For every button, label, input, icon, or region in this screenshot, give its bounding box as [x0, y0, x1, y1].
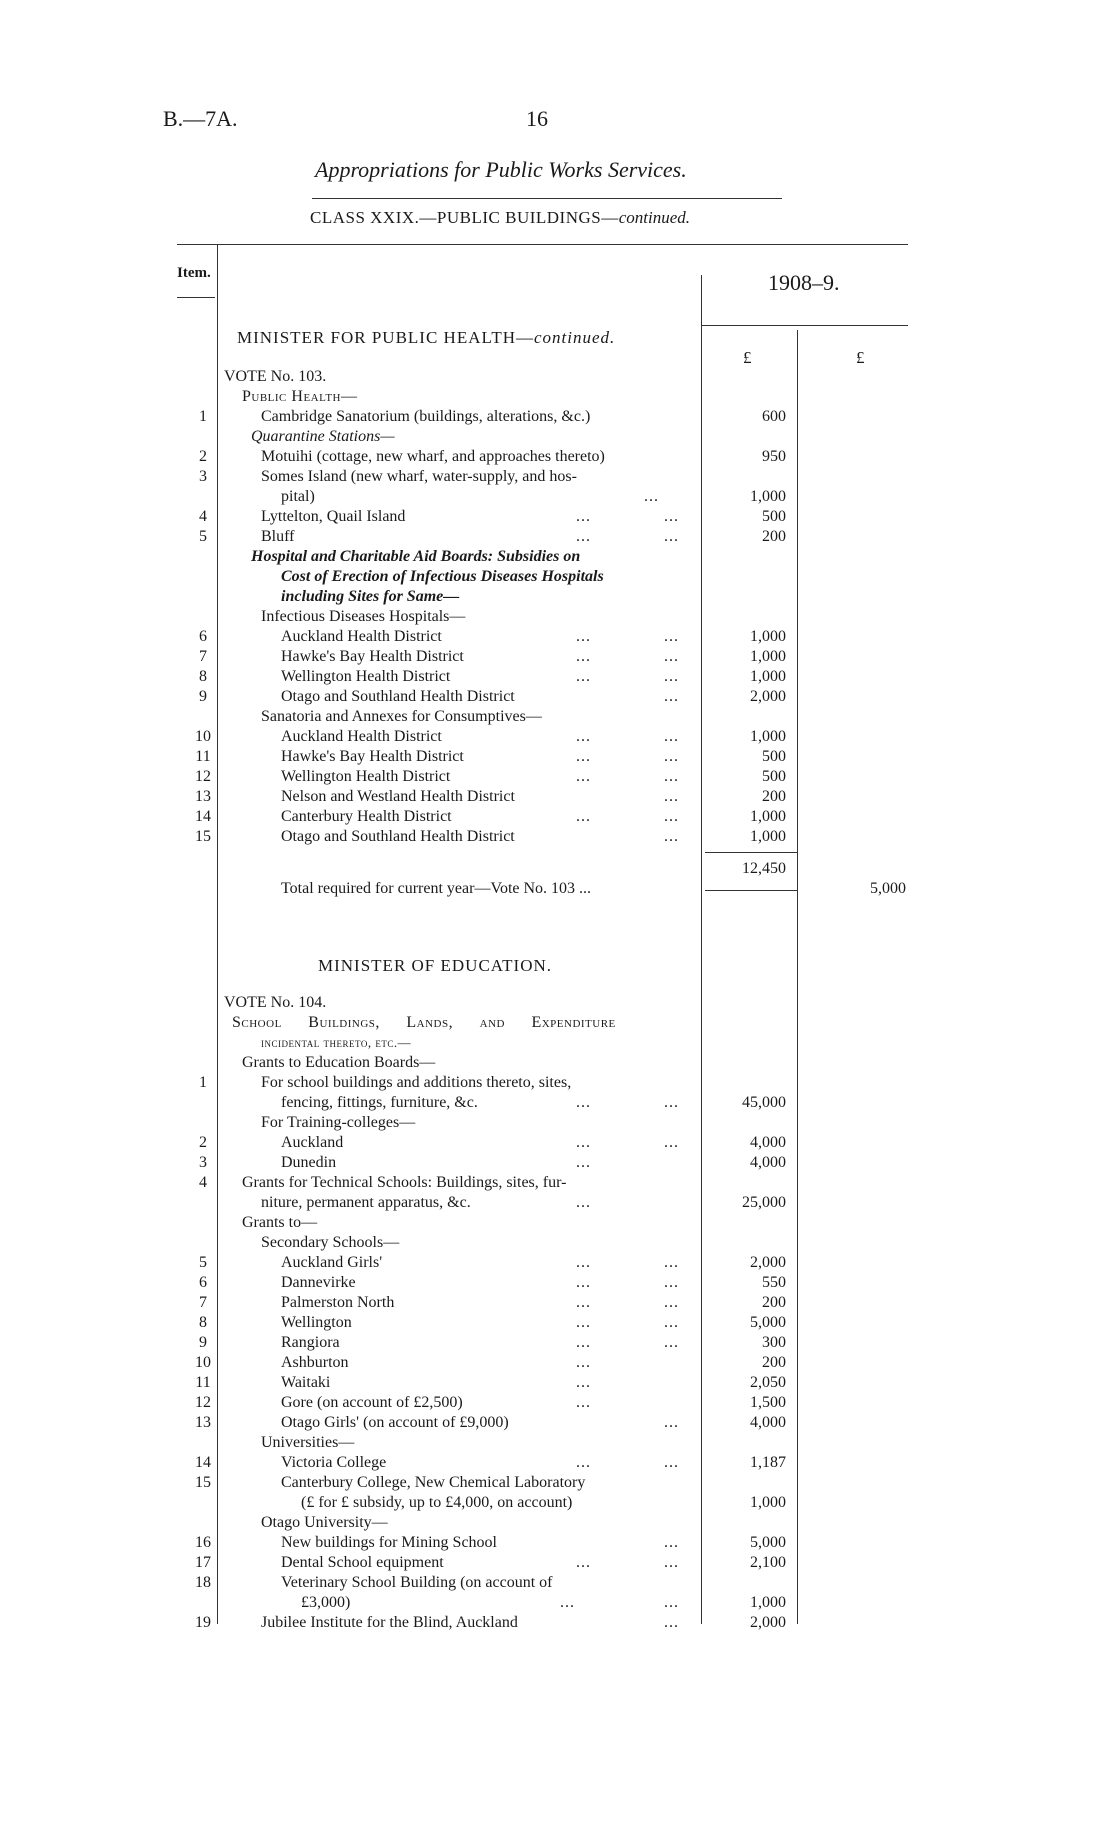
health-item-num: 2: [199, 448, 207, 465]
education-item-desc: Jubilee Institute for the Blind, Auckland: [261, 1614, 518, 1631]
health-item-amount: 500: [762, 508, 786, 525]
leader-dots: ...: [576, 668, 591, 685]
leader-dots: ...: [576, 1354, 591, 1371]
health-vote: VOTE No. 103.: [224, 368, 327, 385]
hospital-boards-heading-3: including Sites for Same—: [281, 588, 460, 605]
leader-dots: ...: [664, 1294, 679, 1311]
education-item-num: 17: [195, 1554, 211, 1571]
health-item-amount: 2,000: [750, 688, 786, 705]
subtotal-rule: [705, 852, 797, 853]
health-item-amount: 200: [762, 788, 786, 805]
education-item-desc: Palmerston North: [281, 1294, 395, 1311]
health-item-num: 6: [199, 628, 207, 645]
leader-dots: ...: [579, 880, 592, 897]
health-item-amount: 1,000: [750, 828, 786, 845]
leader-dots: ...: [576, 528, 591, 545]
health-item-desc-cont: pital): [281, 488, 315, 505]
leader-dots: ...: [664, 1454, 679, 1471]
education-item-num: 19: [195, 1614, 211, 1631]
leader-dots: ...: [664, 1274, 679, 1291]
health-item-num: 13: [195, 788, 211, 805]
health-item-amount: 200: [762, 528, 786, 545]
education-item-num: 14: [195, 1454, 211, 1471]
leader-dots: ...: [576, 628, 591, 645]
leader-dots: ...: [576, 1194, 591, 1211]
leader-dots: ...: [664, 828, 679, 845]
health-item-desc: Auckland Health District: [281, 728, 442, 745]
education-item-num: 11: [195, 1374, 211, 1391]
page-title: Appropriations for Public Works Services.: [315, 157, 687, 182]
health-item-num: 1: [199, 408, 207, 425]
amount-column-rule: [797, 330, 798, 1624]
leader-dots: ...: [664, 508, 679, 525]
health-item-desc: Nelson and Westland Health District: [281, 788, 515, 805]
education-minister-heading: MINISTER OF EDUCATION.: [318, 956, 553, 975]
health-item-desc: Hawke's Bay Health District: [281, 648, 464, 665]
leader-dots: ...: [576, 508, 591, 525]
education-item-desc: Waitaki: [281, 1374, 331, 1391]
education-item-amount: 2,000: [750, 1254, 786, 1271]
class-heading-continued: continued.: [618, 208, 691, 227]
school-buildings-heading-2: incidental thereto, etc.—: [261, 1035, 412, 1050]
leader-dots: ...: [576, 1134, 591, 1151]
leader-dots: ...: [576, 808, 591, 825]
education-item-num: 12: [195, 1394, 211, 1411]
health-item-amount: 950: [762, 448, 786, 465]
education-item-amount: 1,000: [750, 1494, 786, 1511]
leader-dots: ...: [664, 1334, 679, 1351]
health-item-desc: Wellington Health District: [281, 768, 451, 785]
health-item-num: 7: [199, 648, 207, 665]
leader-dots: ...: [576, 1254, 591, 1271]
education-item-amount: 4,000: [750, 1154, 786, 1171]
infectious-heading: Infectious Diseases Hospitals—: [261, 608, 466, 625]
leader-dots: ...: [576, 1154, 591, 1171]
education-item-desc: Auckland Girls': [281, 1254, 383, 1271]
leader-dots: ...: [664, 648, 679, 665]
leader-dots: ...: [576, 1274, 591, 1291]
education-item-desc: Grants for Technical Schools: Buildings, sites, fur-: [242, 1174, 567, 1191]
health-item-amount: 1,000: [750, 488, 786, 505]
education-item-desc-cont: niture, permanent apparatus, &c.: [261, 1194, 471, 1211]
leader-dots: ...: [576, 1334, 591, 1351]
health-minister-continued: continued.: [533, 328, 616, 347]
hospital-boards-heading-1: Hospital and Charitable Aid Boards: Subsidies on: [251, 548, 581, 565]
health-item-amount: 600: [762, 408, 786, 425]
health-item-num: 9: [199, 688, 207, 705]
grants-to-heading: Grants to—: [242, 1214, 318, 1231]
leader-dots: ...: [664, 1254, 679, 1271]
education-item-num: 7: [199, 1294, 207, 1311]
leader-dots: ...: [576, 648, 591, 665]
leader-dots: ...: [664, 748, 679, 765]
health-item-num: 10: [195, 728, 211, 745]
class-heading-text: CLASS XXIX.—PUBLIC BUILDINGS—: [310, 208, 619, 227]
health-total-label: [281, 879, 591, 899]
health-item-amount: 1,000: [750, 628, 786, 645]
education-item-amount: 200: [762, 1294, 786, 1311]
education-item-desc: Gore (on account of £2,500): [281, 1394, 463, 1411]
education-item-amount: 25,000: [742, 1194, 786, 1211]
education-item-desc-cont: fencing, fittings, furniture, &c.: [281, 1094, 478, 1111]
education-vote: VOTE No. 104.: [224, 994, 327, 1011]
leader-dots: ...: [644, 488, 659, 505]
leader-dots: ...: [576, 1554, 591, 1571]
leader-dots: ...: [664, 528, 679, 545]
sanatoria-heading: Sanatoria and Annexes for Consumptives—: [261, 708, 542, 725]
education-item-amount: 2,000: [750, 1614, 786, 1631]
education-item-amount: 1,500: [750, 1394, 786, 1411]
health-total-text: Total required for current year—Vote No. 103: [281, 880, 576, 897]
health-total-amount: 5,000: [870, 880, 906, 897]
education-item-amount: 45,000: [742, 1094, 786, 1111]
education-item-desc: Rangiora: [281, 1334, 340, 1351]
school-buildings-heading-1: School Buildings, Lands, and Expenditure: [232, 1014, 616, 1031]
education-item-amount: 300: [762, 1334, 786, 1351]
education-item-num: 1: [199, 1074, 207, 1091]
education-item-amount: 2,100: [750, 1554, 786, 1571]
leader-dots: ...: [664, 668, 679, 685]
leader-dots: ...: [664, 1614, 679, 1631]
item-header-underline: [177, 297, 215, 298]
education-item-desc: Wellington: [281, 1314, 352, 1331]
health-item-desc: Wellington Health District: [281, 668, 451, 685]
leader-dots: ...: [664, 1134, 679, 1151]
class-heading: [310, 208, 690, 228]
health-item-num: 15: [195, 828, 211, 845]
education-item-amount: 550: [762, 1274, 786, 1291]
education-item-num: 8: [199, 1314, 207, 1331]
health-item-amount: 1,000: [750, 668, 786, 685]
health-item-desc: Otago and Southland Health District: [281, 828, 515, 845]
public-health-heading: Public Health—: [242, 388, 358, 405]
leader-dots: ...: [664, 1314, 679, 1331]
leader-dots: ...: [664, 808, 679, 825]
page-number: 16: [526, 106, 548, 131]
leader-dots: ...: [664, 728, 679, 745]
education-item-num: 6: [199, 1274, 207, 1291]
otago-university-heading: Otago University—: [261, 1514, 388, 1531]
health-item-amount: 1,000: [750, 808, 786, 825]
leader-dots: ...: [576, 1294, 591, 1311]
education-item-desc: Dunedin: [281, 1154, 337, 1171]
health-minister-heading: [237, 328, 615, 348]
health-item-desc: Lyttelton, Quail Island: [261, 508, 406, 525]
education-item-amount: 2,050: [750, 1374, 786, 1391]
health-item-desc: Otago and Southland Health District: [281, 688, 515, 705]
quarantine-heading: Quarantine Stations—: [251, 428, 395, 445]
year-header-rule: [701, 325, 908, 326]
health-item-desc: Canterbury Health District: [281, 808, 452, 825]
leader-dots: ...: [576, 1394, 591, 1411]
education-item-num: 13: [195, 1414, 211, 1431]
education-item-amount: 5,000: [750, 1314, 786, 1331]
leader-dots: ...: [576, 768, 591, 785]
health-item-amount: 500: [762, 768, 786, 785]
education-item-num: 9: [199, 1334, 207, 1351]
health-item-num: 4: [199, 508, 207, 525]
health-item-amount: 1,000: [750, 728, 786, 745]
secondary-schools-heading: Secondary Schools—: [261, 1234, 400, 1251]
education-item-desc: Veterinary School Building (on account of: [281, 1574, 553, 1591]
leader-dots: ...: [664, 788, 679, 805]
health-item-num: 11: [195, 748, 211, 765]
education-item-desc: Auckland: [281, 1134, 344, 1151]
health-item-desc: Cambridge Sanatorium (buildings, alterations, &c.): [261, 408, 591, 425]
education-item-num: 18: [195, 1574, 211, 1591]
desc-column-rule: [701, 275, 702, 1624]
title-rule: [312, 198, 782, 199]
year-column-header: 1908–9.: [768, 270, 840, 295]
health-item-num: 12: [195, 768, 211, 785]
grants-boards-heading: Grants to Education Boards—: [242, 1054, 436, 1071]
leader-dots: ...: [664, 1534, 679, 1551]
leader-dots: ...: [576, 1454, 591, 1471]
education-item-num: 4: [199, 1174, 207, 1191]
leader-dots: ...: [664, 1554, 679, 1571]
leader-dots: ...: [576, 728, 591, 745]
education-item-num: 5: [199, 1254, 207, 1271]
health-item-num: 14: [195, 808, 211, 825]
health-item-num: 5: [199, 528, 207, 545]
education-item-desc: Otago Girls' (on account of £9,000): [281, 1414, 509, 1431]
leader-dots: ...: [664, 768, 679, 785]
item-column-rule: [217, 244, 218, 1624]
education-item-desc: Ashburton: [281, 1354, 349, 1371]
education-item-desc: For school buildings and additions thereto, sites,: [261, 1074, 572, 1091]
leader-dots: ...: [664, 1594, 679, 1611]
health-item-num: 8: [199, 668, 207, 685]
health-item-desc: Motuihi (cottage, new wharf, and approaches thereto): [261, 448, 605, 465]
leader-dots: ...: [576, 748, 591, 765]
health-item-desc: Bluff: [261, 528, 295, 545]
education-item-desc: Victoria College: [281, 1454, 387, 1471]
education-item-num: 3: [199, 1154, 207, 1171]
education-item-desc: Canterbury College, New Chemical Laboratory: [281, 1474, 586, 1491]
health-item-num: 3: [199, 468, 207, 485]
education-item-amount: 1,000: [750, 1594, 786, 1611]
health-subtotal: 12,450: [742, 860, 786, 877]
leader-dots: ...: [664, 1414, 679, 1431]
health-item-desc: Somes Island (new wharf, water-supply, and hos-: [261, 468, 577, 485]
education-item-num: 2: [199, 1134, 207, 1151]
education-item-amount: 4,000: [750, 1414, 786, 1431]
education-item-desc: Dannevirke: [281, 1274, 356, 1291]
leader-dots: ...: [560, 1594, 575, 1611]
health-item-amount: 1,000: [750, 648, 786, 665]
universities-heading: Universities—: [261, 1434, 355, 1451]
leader-dots: ...: [664, 1094, 679, 1111]
education-item-num: 10: [195, 1354, 211, 1371]
pound-sign-1: £: [743, 348, 752, 367]
education-item-desc: Dental School equipment: [281, 1554, 444, 1571]
education-item-amount: 200: [762, 1354, 786, 1371]
item-column-header: Item.: [177, 265, 211, 281]
report-reference: B.—7A.: [163, 106, 238, 131]
education-item-amount: 5,000: [750, 1534, 786, 1551]
health-minister-text: MINISTER FOR PUBLIC HEALTH—: [237, 328, 534, 347]
education-item-desc-cont: £3,000): [301, 1594, 351, 1611]
leader-dots: ...: [576, 1374, 591, 1391]
health-item-amount: 500: [762, 748, 786, 765]
training-colleges-heading: For Training-colleges—: [261, 1114, 416, 1131]
health-item-desc: Auckland Health District: [281, 628, 442, 645]
education-item-desc-cont: (£ for £ subsidy, up to £4,000, on account): [301, 1494, 573, 1511]
education-item-amount: 4,000: [750, 1134, 786, 1151]
table-top-rule: [177, 244, 908, 245]
education-item-amount: 1,187: [750, 1454, 786, 1471]
health-item-desc: Hawke's Bay Health District: [281, 748, 464, 765]
education-item-num: 16: [195, 1534, 211, 1551]
hospital-boards-heading-2: Cost of Erection of Infectious Diseases Hospitals: [281, 568, 604, 585]
leader-dots: ...: [664, 628, 679, 645]
total-rule: [705, 890, 797, 891]
pound-sign-2: £: [856, 348, 865, 367]
leader-dots: ...: [576, 1094, 591, 1111]
education-item-num: 15: [195, 1474, 211, 1491]
leader-dots: ...: [576, 1314, 591, 1331]
leader-dots: ...: [664, 688, 679, 705]
education-item-desc: New buildings for Mining School: [281, 1534, 497, 1551]
